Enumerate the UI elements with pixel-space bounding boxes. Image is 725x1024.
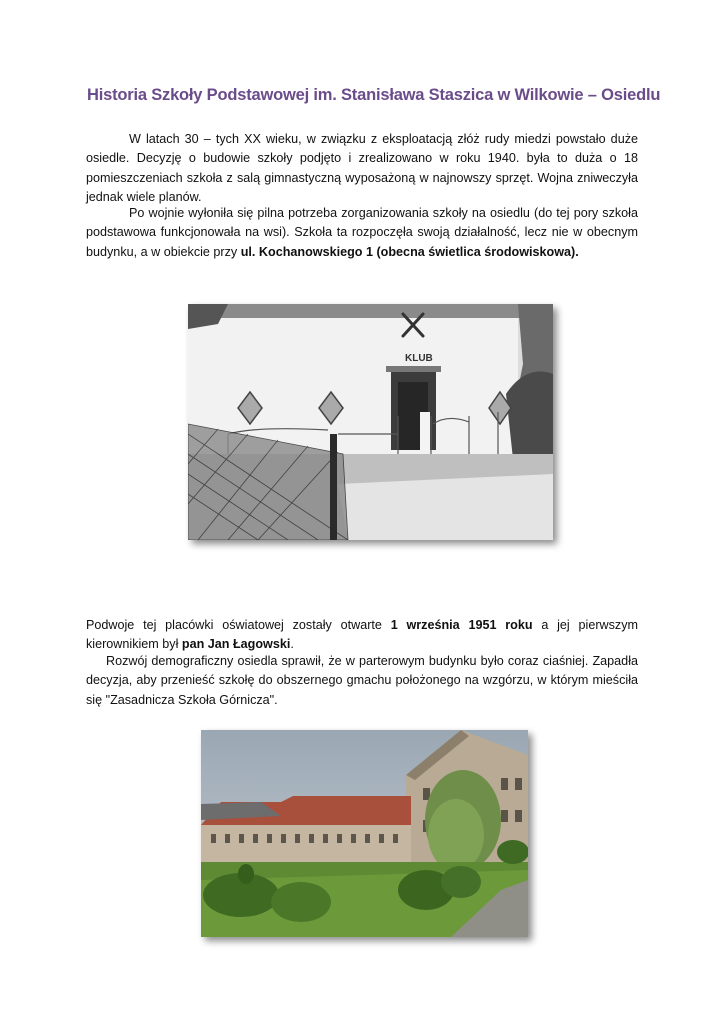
paragraph-opening-pre: Podwoje tej placówki oświatowej zostały otwarte [86, 618, 391, 632]
photo-club-sign-text: KLUB [405, 353, 433, 364]
paragraph-opening [86, 616, 638, 655]
photo-club-building [188, 304, 553, 540]
first-director-bold: pan Jan Łagowski [181, 637, 291, 652]
address-bold: ul. Kochanowskiego 1 (obecna świetlica środowiskowa). [240, 244, 579, 259]
paragraph-history-intro: W latach 30 – tych XX wieku, w związku z eksploatacją złóż rudy miedzi powstało duże osiedle. Decyzję o budowie szkoły podjęto i zrealizowano w roku 1940. była to duża o 18 pomieszczeniach szkoła z salą gimnastyczną wyposażoną w najnowszy sprzęt. Wojna zniweczyła jednak wiele planów. [86, 132, 638, 205]
paragraph-post-war-text: Po wojnie wyłoniła się pilna potrzeba zorganizowania szkoły na osiedlu (do tej pory szkoła podstawowa funkcjonowała na wsi). Szkoła ta rozpoczęła swoją działalność, lecz nie w obecnym budynku, a w obiekcie przy [86, 206, 638, 259]
paragraph-post-war [86, 204, 638, 262]
paragraph-opening-end: . [290, 637, 294, 652]
paragraph-opening-mid: a jej pierwszym kierownikiem był [86, 618, 638, 652]
page-title: Historia Szkoły Podstawowej im. Stanisława Staszica w Wilkowie – Osiedlu [87, 86, 661, 104]
paragraph-relocation: Rozwój demograficzny osiedla sprawił, że w parterowym budynku było coraz ciaśniej. Zapadła decyzja, aby przenieść szkołę do obszernego gmachu położonego na wzgórzu, w którym mieściła się "Zasadnicza Szkoła Górnicza". [86, 654, 638, 707]
photo-school-building [201, 730, 528, 937]
opening-date-bold: 1 września 1951 roku [390, 618, 533, 632]
